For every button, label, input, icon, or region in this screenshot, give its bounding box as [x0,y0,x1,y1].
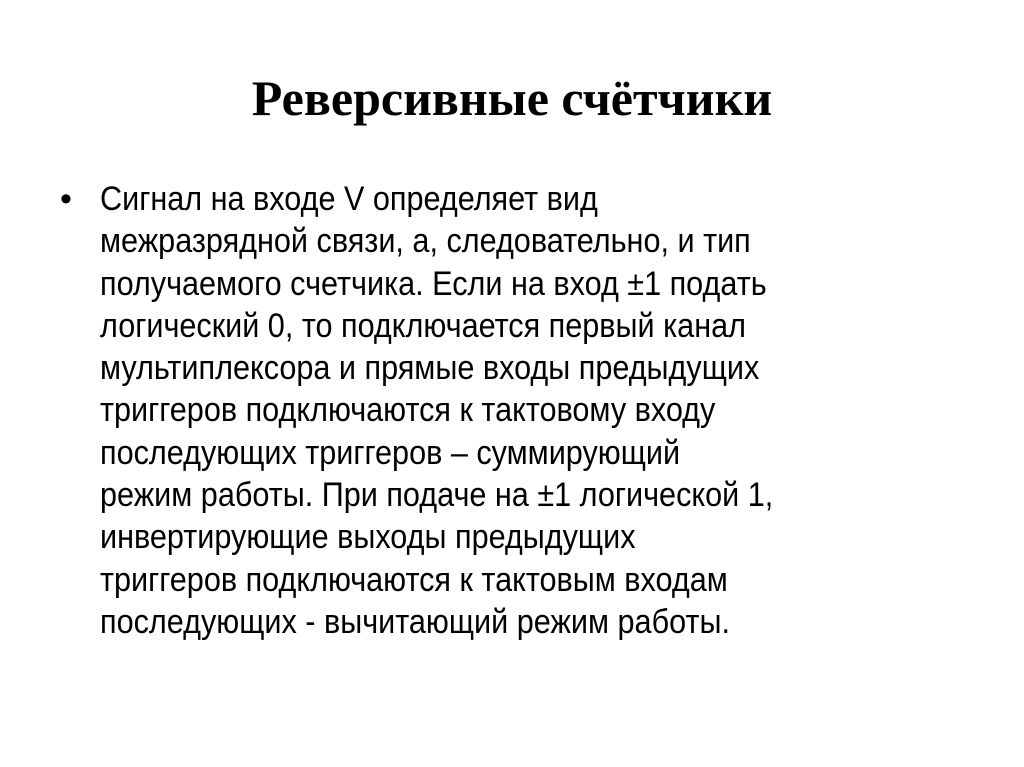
bullet-text-line: мультиплексора и прямые входы предыдущих [100,349,760,388]
bullet-list [60,178,960,643]
bullet-item [60,178,960,643]
bullet-text-line: режим работы. При подаче на ±1 логической 1, [100,476,774,515]
bullet-text-line: последующих - вычитающий режим работы. [100,602,730,641]
bullet-text-line: последующих триггеров – суммирующий [100,433,681,472]
bullet-text-line: логический 0, то подключается первый канал [100,306,746,345]
bullet-text-line: инвертирующие выходы предыдущих [100,518,636,557]
bullet-text-line: триггеров подключаются к тактовым входам [100,560,728,599]
bullet-text-line: Сигнал на входе V определяет вид [100,180,598,218]
bullet-text-line: триггеров подключаются к тактовому входу [100,391,716,430]
bullet-text-line: получаемого счетчика. Если на вход ±1 подать [100,264,767,303]
bullet-dot-icon: • [60,180,72,218]
bullet-text-line: межразрядной связи, а, следовательно, и тип [100,222,751,261]
bullet-text [100,178,960,643]
slide-title: Реверсивные счётчики [251,70,773,126]
